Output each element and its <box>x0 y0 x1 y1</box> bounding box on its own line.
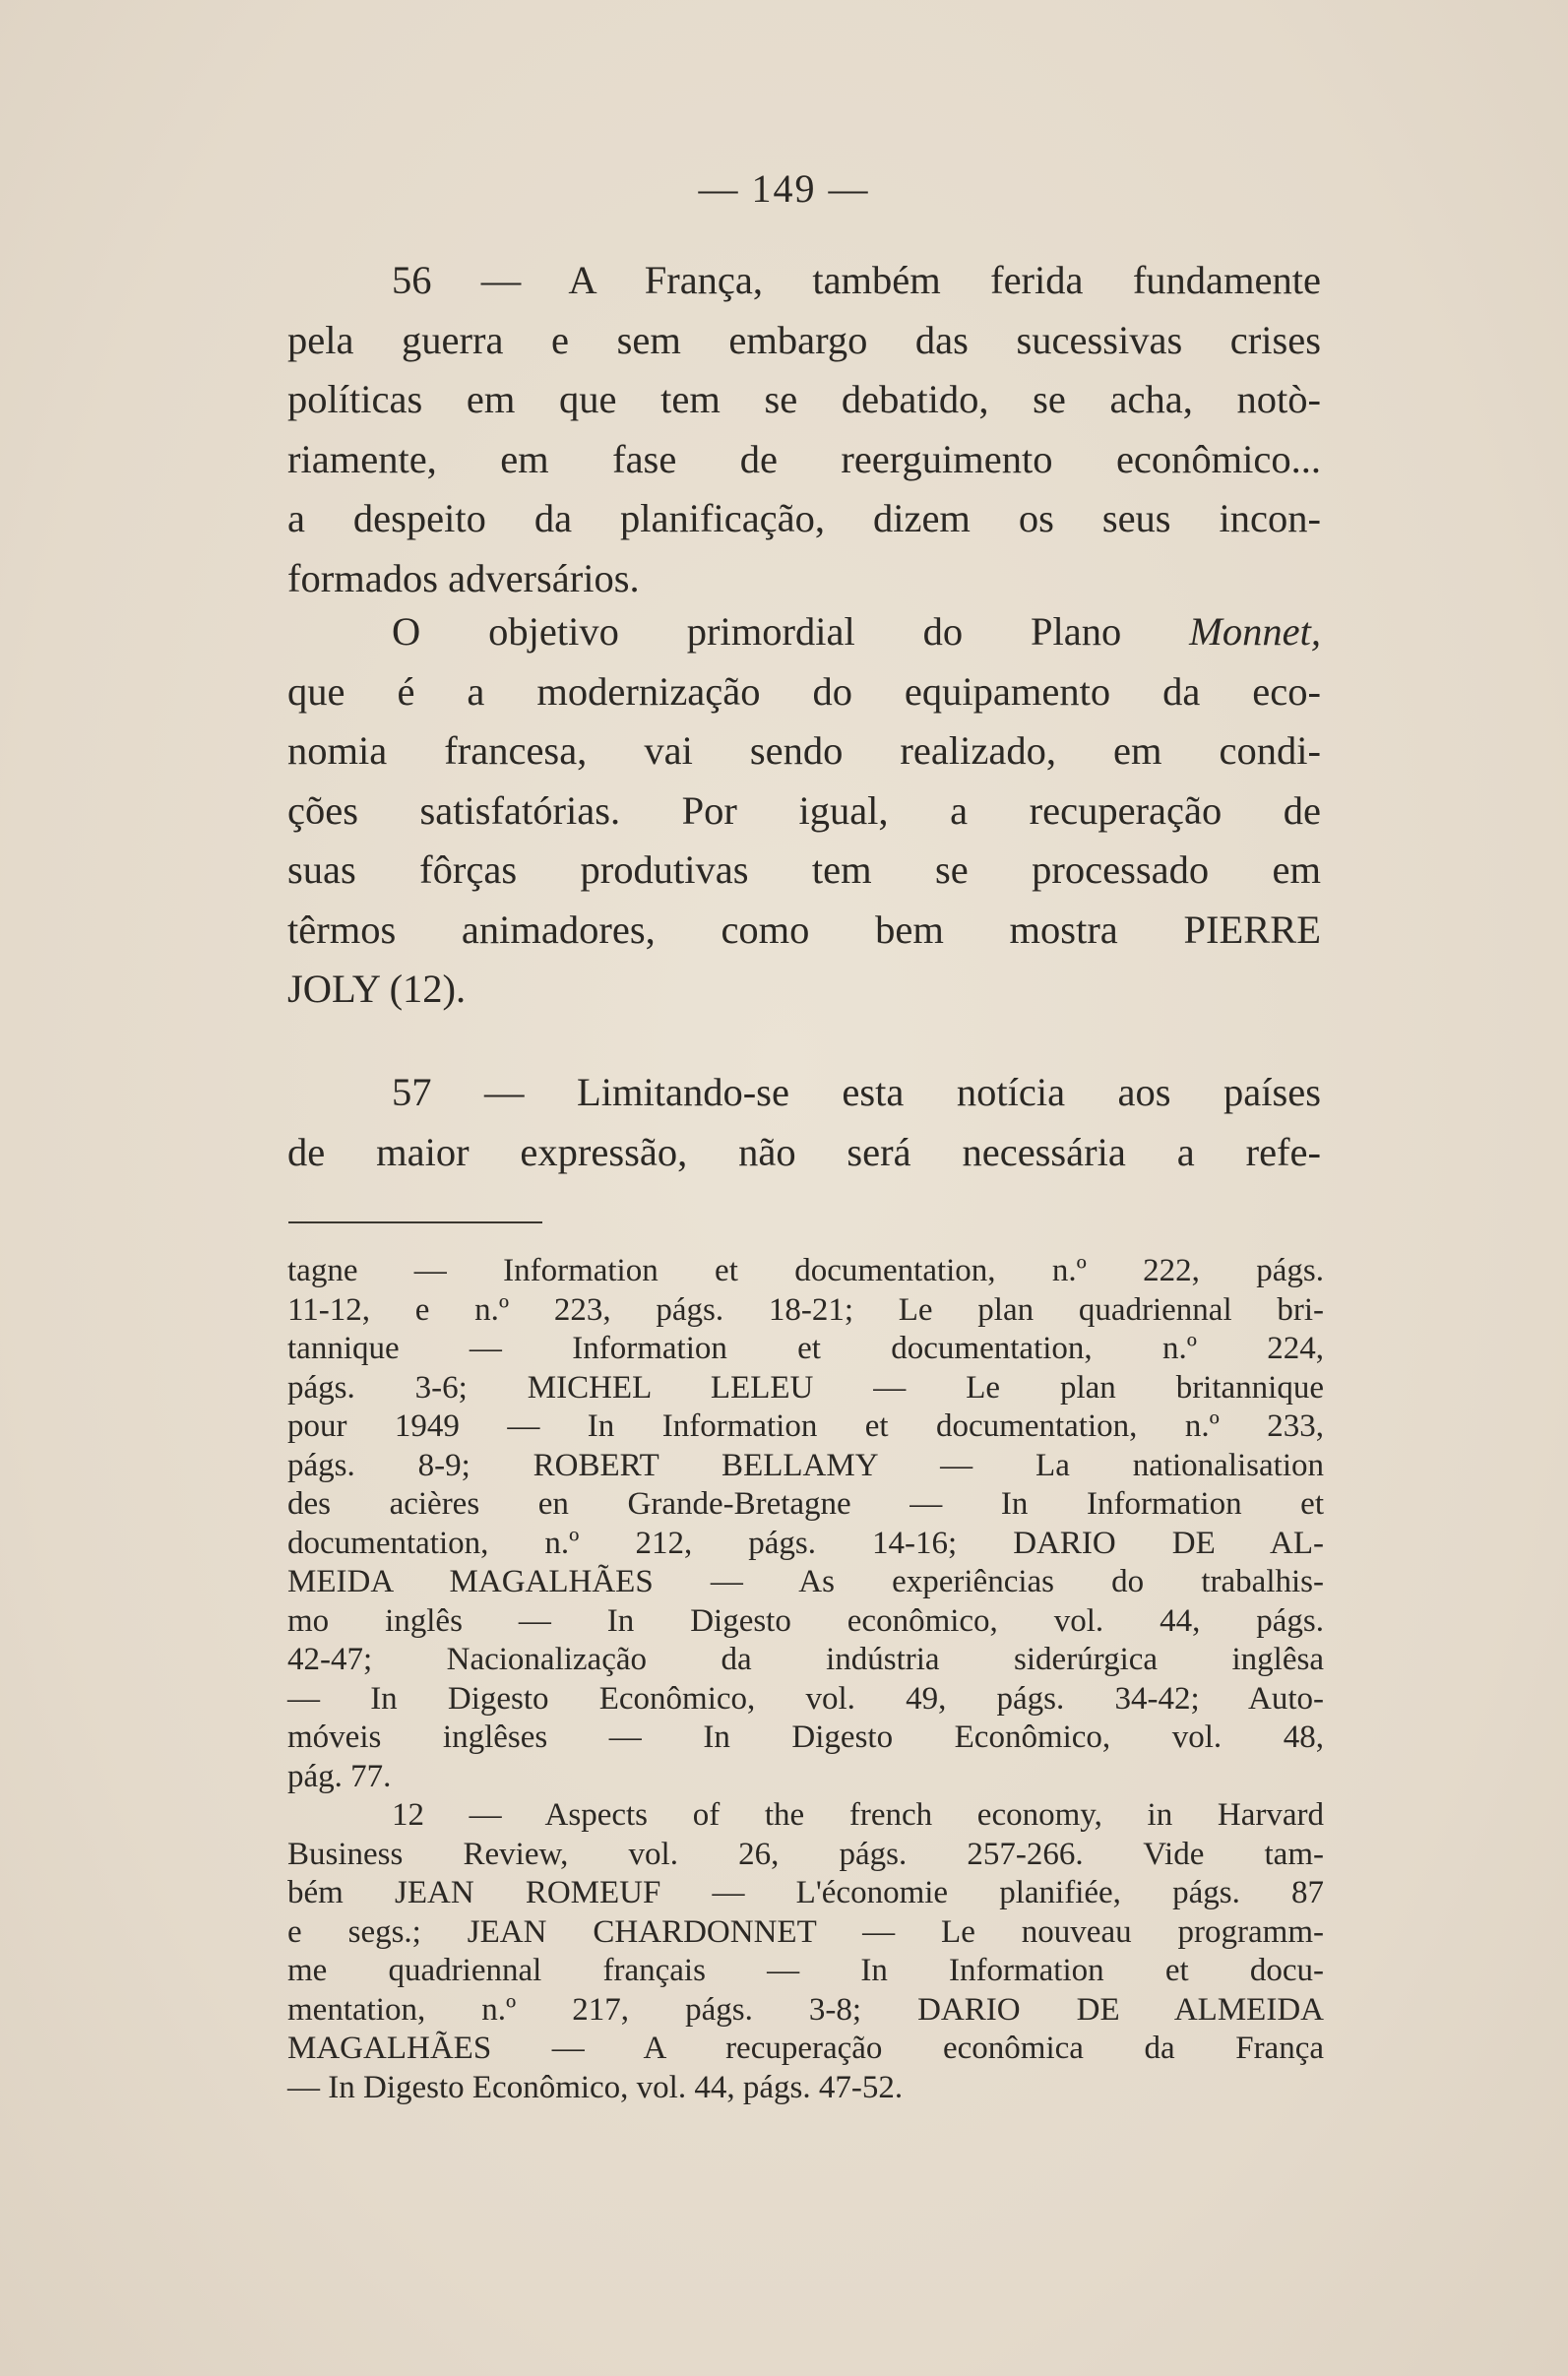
text-line: que é a modernização do equipamento da eco- <box>287 668 1321 714</box>
footnote-line: bém JEAN ROMEUF — L'économie planifiée, págs. 87 <box>287 1875 1324 1910</box>
text-line: 56 — A França, também ferida fundamente <box>392 258 1321 302</box>
footnote-line: mo inglês — In Digesto econômico, vol. 44, págs. <box>287 1602 1324 1639</box>
footnote-line: — In Digesto Econômico, vol. 49, págs. 34-42; Auto- <box>287 1680 1324 1717</box>
footnote-line: mentation, n.º 217, págs. 3-8; DARIO DE ALMEIDA <box>287 1991 1324 2028</box>
footnote-separator <box>288 1221 542 1223</box>
footnote-line: 12 — Aspects of the french economy, in Harvard <box>392 1797 1324 1833</box>
text-line: têrmos animadores, como bem mostra PIERRE <box>287 907 1321 952</box>
text-line: ções satisfatórias. Por igual, a recuperação de <box>287 787 1321 833</box>
footnote-line: Business Review, vol. 26, págs. 257-266. Vide tam- <box>287 1836 1324 1872</box>
text-fragment: O objetivo primordial do Plano <box>392 609 1122 654</box>
text-line: riamente, em fase de reerguimento econômico... <box>287 436 1321 481</box>
footnote-line: MEIDA MAGALHÃES — As experiências do trabalhis- <box>287 1564 1324 1599</box>
footnote-line: págs. 3-6; MICHEL LELEU — Le plan britannique <box>287 1369 1324 1406</box>
footnote-continuation <box>287 1252 1324 1796</box>
footnote-line: documentation, n.º 212, págs. 14-16; DARIO DE AL- <box>287 1525 1324 1561</box>
text-line: nomia francesa, vai sendo realizado, em condi- <box>287 728 1321 773</box>
footnote-line: móveis inglêses — In Digesto Econômico, vol. 48, <box>287 1719 1324 1755</box>
footnote-line: e segs.; JEAN CHARDONNET — Le nouveau programm- <box>287 1913 1324 1950</box>
text-line: JOLY (12). <box>287 967 467 1011</box>
footnote-line: me quadriennal français — In Information et docu- <box>287 1953 1324 1988</box>
footnote-line: des acières en Grande-Bretagne — In Information et <box>287 1486 1324 1522</box>
text-line <box>287 602 1321 662</box>
italic-term: Monnet, <box>1189 609 1321 654</box>
footnote-line: pág. 77. <box>287 1758 392 1794</box>
text-line: 57 — Limitando-se esta notícia aos países <box>392 1070 1321 1114</box>
paragraph-plano-monnet <box>287 602 1321 1020</box>
footnote-line: 11-12, e n.º 223, págs. 18-21; Le plan quadriennal bri- <box>287 1291 1324 1328</box>
footnote-line: pour 1949 — In Information et documentation, n.º 233, <box>287 1408 1324 1444</box>
text-line: formados adversários. <box>287 555 640 600</box>
text-line: suas fôrças produtivas tem se processado em <box>287 847 1321 892</box>
paragraph-56 <box>287 251 1321 608</box>
footnote-line: tannique — Information et documentation, n.º 224, <box>287 1331 1324 1366</box>
text-line: pela guerra e sem embargo das sucessivas crises <box>287 317 1321 362</box>
footnote-line: — In Digesto Econômico, vol. 44, págs. 47-52. <box>287 2069 904 2105</box>
footnote-line: 42-47; Nacionalização da indústria siderúrgica inglêsa <box>287 1642 1324 1677</box>
page-number: — 149 — <box>698 166 870 211</box>
paragraph-57 <box>287 1063 1321 1182</box>
footnote-12 <box>287 1796 1324 2107</box>
text-line: políticas em que tem se debatido, se acha, notò- <box>287 377 1321 421</box>
text-line: a despeito da planificação, dizem os seus incon- <box>287 496 1321 540</box>
footnote-line: MAGALHÃES — A recuperação econômica da França <box>287 2031 1324 2066</box>
footnote-line: tagne — Information et documentation, n.º 222, págs. <box>287 1253 1324 1288</box>
text-line: de maior expressão, não será necessária a refe- <box>287 1129 1321 1174</box>
footnote-line: págs. 8-9; ROBERT BELLAMY — La nationalisation <box>287 1447 1324 1483</box>
